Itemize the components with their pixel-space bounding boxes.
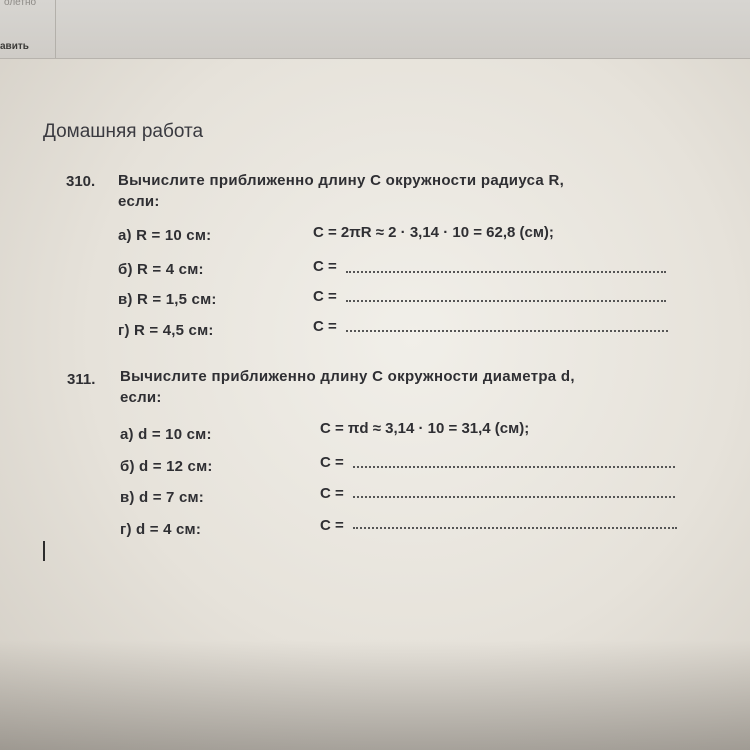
problem-310-answer-d: C = [313, 318, 337, 335]
problem-311-item-d: г) d = 4 см: [120, 521, 202, 538]
problem-310-text-cont: если: [118, 193, 160, 210]
answer-line[interactable] [346, 271, 666, 273]
text-cursor [43, 541, 45, 561]
answer-line[interactable] [353, 466, 675, 468]
toolbar-save-label[interactable]: авить [0, 41, 29, 52]
problem-311-answer-d: C = [320, 517, 344, 534]
page-title: Домашняя работа [43, 121, 204, 142]
problem-311-item-c: в) d = 7 см: [120, 489, 204, 506]
problem-311-text: Вычислите приближенно длину C окружности диаметра d, [120, 368, 575, 385]
problem-310-item-d: г) R = 4,5 см: [118, 322, 214, 339]
problem-311-item-b: б) d = 12 см: [120, 458, 213, 475]
problem-310-answer-b: C = [313, 258, 337, 275]
problem-310-item-a: а) R = 10 см: [118, 227, 212, 244]
problem-310-answer-a: C = 2πR ≈ 2 · 3,14 · 10 = 62,8 (см); [313, 224, 554, 241]
answer-line[interactable] [346, 300, 666, 302]
problem-310-text: Вычислите приближенно длину C окружности радиуса R, [118, 172, 565, 189]
problem-310-answer-c: C = [313, 288, 337, 305]
problem-311-answer-c: C = [320, 485, 344, 502]
problem-310-number: 310. [66, 173, 96, 190]
problem-311-text-cont: если: [120, 389, 162, 406]
problem-310-item-b: б) R = 4 см: [118, 261, 204, 278]
problem-311-answer-a: C = πd ≈ 3,14 · 10 = 31,4 (см); [320, 420, 530, 437]
problem-311-item-a: а) d = 10 см: [120, 426, 212, 443]
toolbar-divider [55, 0, 56, 58]
answer-line[interactable] [346, 330, 668, 332]
answer-line[interactable] [353, 527, 677, 529]
problem-311-answer-b: C = [320, 454, 344, 471]
problem-311-number: 311. [67, 371, 96, 388]
toolbar-top-label[interactable]: олетно [4, 0, 37, 8]
page-shadow [0, 640, 750, 750]
app-toolbar [0, 0, 750, 59]
problem-310-item-c: в) R = 1,5 см: [118, 291, 217, 308]
answer-line[interactable] [353, 496, 675, 498]
